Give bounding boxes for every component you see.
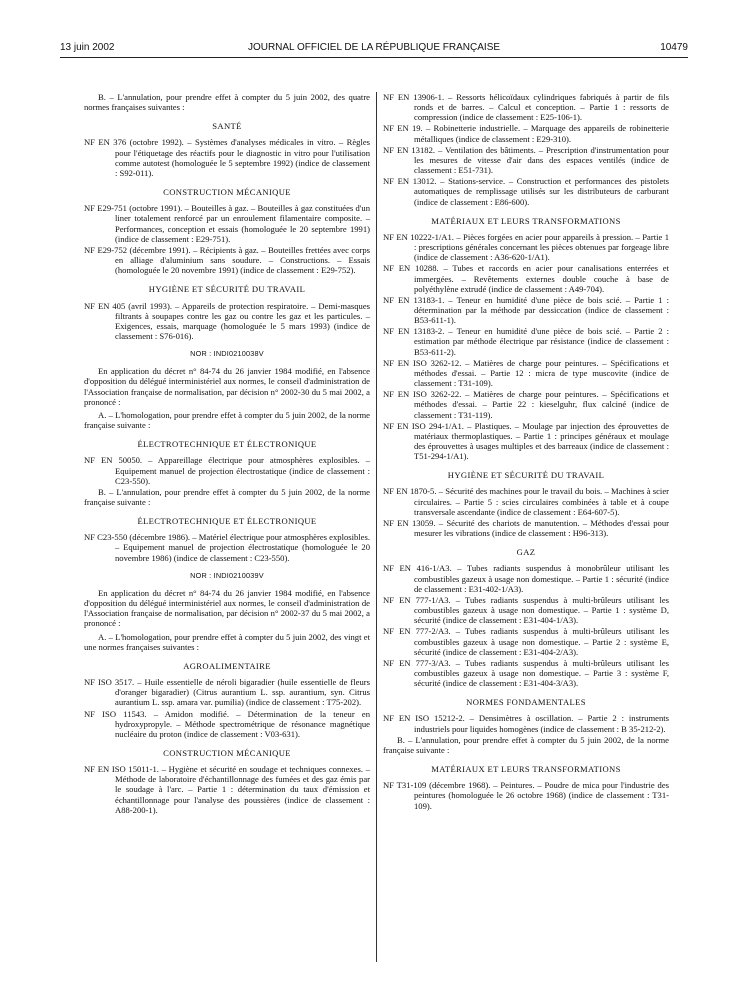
standard-entry: NF ISO 11543. – Amidon modifié. – Détermination de la teneur en hydroxypropyle. – Méthode spectrométrique de résonance magnétique nucléaire du proton (indice de classement : V03-631).: [84, 708, 370, 739]
standard-entry: NF EN 13183-2. – Teneur en humidité d'une pièce de bois scié. – Partie 2 : estimation par méthode électrique par résistance (indice de classement : B53-611-2).: [383, 326, 669, 357]
nor-reference: NOR : INDI0210039V: [190, 570, 264, 580]
standard-entry: NF EN 10222-1/A1. – Pièces forgées en acier pour appareils à pression. – Partie 1 : prescriptions générales concernant les pièces obtenues par forgeage libre (indice de classement : A36-620-1/A1).: [383, 231, 669, 263]
standard-entry: NF T31-109 (décembre 1968). – Peintures. – Poudre de mica pour l'industrie des peintures (homologuée le 26 octobre 1968) (indice de classement : T31-109).: [383, 780, 669, 811]
section-heading: MATÉRIAUX ET LEURS TRANSFORMATIONS: [431, 764, 621, 775]
standard-entry: NF E29-751 (octobre 1991). – Bouteilles à gaz. – Bouteilles à gaz constituées d'un liner totalement renforcé par un enroulement filamentaire composite. – Performances, conception et essais (homologuée le 20 septembre 1991) (indice de classement : E29-751).: [84, 203, 370, 244]
body-paragraph: B. – L'annulation, pour prendre effet à compter du 5 juin 2002, de la norme française suivante :: [84, 486, 370, 507]
header-rule: [60, 57, 688, 58]
standard-entry: NF EN 13182. – Ventilation des bâtiments. – Prescription d'instrumentation pour les mesures de vitesse d'air dans des espaces ventilés (indice de classement : E51-731).: [383, 144, 669, 176]
section-heading: CONSTRUCTION MÉCANIQUE: [163, 187, 291, 198]
body-paragraph: A. – L'homologation, pour prendre effet à compter du 5 juin 2002, de la norme française suivante :: [84, 409, 370, 431]
standard-entry: NF EN 13906-1. – Ressorts hélicoïdaux cylindriques fabriqués à partir de fils ronds et de barres. – Calcul et conception. – Partie 1 : ressorts de compression (indice de classement : E25-106-1).: [383, 92, 669, 123]
standard-entry: NF C23-550 (décembre 1986). – Matériel électrique pour atmosphères explosibles. – Equipement manuel de projection électrostatique (homologuée le 20 novembre 1986) (indice de classement : C23-550).: [84, 532, 370, 563]
standard-entry: NF EN 1870-5. – Sécurité des machines pour le travail du bois. – Machines à scier circulaires. – Partie 5 : scies circulaires combinées à table et à coupe transversale ascendante (indice de classement : E64-607-5).: [383, 486, 669, 517]
standard-entry: NF EN 777-1/A3. – Tubes radiants suspendus à multi-brûleurs utilisant les combustibles gazeux à usage non domestique. – Partie 1 : système D, sécurité (indice de classement : E31-404-1/A3).: [383, 594, 669, 626]
standard-entry: NF EN 50050. – Appareillage électrique pour atmosphères explosibles. – Equipement manuel de projection électrostatique (indice de classement : C23-550).: [84, 455, 370, 486]
section-heading: GAZ: [516, 547, 536, 558]
nor-reference: NOR : INDI0210038V: [190, 349, 264, 359]
section-heading: ÉLECTROTECHNIQUE ET ÉLECTRONIQUE: [137, 439, 317, 450]
body-paragraph: En application du décret n° 84-74 du 26 janvier 1984 modifié, en l'absence d'opposition du délégué interministériel aux normes, le conseil d'administration de l'Association française de normalisation, par décision n° 2002-30 du 5 mai 2002, a prononcé :: [84, 366, 370, 407]
standard-entry: NF EN 777-2/A3. – Tubes radiants suspendus à multi-brûleurs utilisant les combustibles gazeux à usage non domestique. – Partie 2 : système E, sécurité (indice de classement : E31-404-2/A3).: [383, 626, 669, 657]
standard-entry: NF EN 405 (avril 1993). – Appareils de protection respiratoire. – Demi-masques filtrants à soupapes contre les gaz ou contre les gaz et les particules. – Exigences, essais, marquage (homologuée le 5 mars 1993) (indice de classement : S76-016).: [84, 300, 370, 341]
body-paragraph: B. – L'annulation, pour prendre effet à compter du 5 juin 2002, de la norme française suivante :: [383, 734, 669, 755]
standard-entry: NF EN 777-3/A3. – Tubes radiants suspendus à multi-brûleurs utilisant les combustibles gazeux à usage non domestique. – Partie 3 : système F, sécurité (indice de classement : E31-404-3/A3).: [383, 657, 669, 689]
standard-entry: NF ISO 3517. – Huile essentielle de néroli bigaradier (huile essentielle de fleurs d'oranger bigaradier) (Citrus aurantium L. ssp. aurantium, syn. Citrus aurantium L. ssp. amara var. pumilia) (indice de classement : T75-202).: [84, 677, 370, 708]
section-heading: SANTÉ: [212, 121, 242, 132]
column-divider: [376, 92, 377, 962]
standard-entry: NF EN 376 (octobre 1992). – Systèmes d'analyses médicales in vitro. – Règles pour l'étiquetage des réactifs pour le diagnostic in vitro pour l'utilisation comme autotest (homologuée le 5 septembre 1992) (indice de classement : S92-011).: [84, 137, 370, 178]
standard-entry: NF EN ISO 294-1/A1. – Plastiques. – Moulage par injection des éprouvettes de matériaux thermoplastiques. – Partie 1 : principes généraux et moulage des éprouvettes à usages multiples et des barreaux (indice de classement : T51-294-1/A1).: [383, 420, 669, 462]
standard-entry: NF EN ISO 3262-22. – Matières de charge pour peintures. – Spécifications et méthodes d'essai. – Partie 22 : kieselguhr, flux calciné (indice de classement : T31-119).: [383, 389, 669, 420]
standard-entry: NF EN 13012. – Stations-service. – Construction et performances des pistolets automatiques de remplissage utilisés sur les distributeurs de carburant (indice de classement : E86-600).: [383, 176, 669, 207]
left-column: [84, 92, 370, 816]
page-header: [60, 42, 688, 56]
standard-entry: NF EN 10288. – Tubes et raccords en acier pour canalisations enterrées et immergées. – Revêtements externes double couche à base de polyéthylène extrudé (indice de classement : A49-704).: [383, 263, 669, 294]
body-paragraph: B. – L'annulation, pour prendre effet à compter du 5 juin 2002, des quatre normes françaises suivantes :: [84, 92, 370, 113]
standard-entry: NF EN 13183-1. – Teneur en humidité d'une pièce de bois scié. – Partie 1 : détermination par la méthode par dessiccation (indice de classement : B53-611-1).: [383, 294, 669, 326]
standard-entry: NF EN ISO 3262-12. – Matières de charge pour peintures. – Spécifications et méthodes d'essai. – Partie 12 : micra de type muscovite (indice de classement : T31-109).: [383, 357, 669, 389]
header-page-number: 10479: [660, 42, 688, 53]
section-heading: HYGIÈNE ET SÉCURITÉ DU TRAVAIL: [447, 470, 605, 481]
body-paragraph: En application du décret n° 84-74 du 26 janvier 1984 modifié, en l'absence d'opposition du délégué interministériel aux normes, le conseil d'administration de l'Association française de normalisation, par décision n° 2002-37 du 5 mai 2002, a prononcé :: [84, 587, 370, 629]
right-column: [383, 92, 669, 812]
section-heading: CONSTRUCTION MÉCANIQUE: [163, 747, 291, 758]
standard-entry: NF E29-752 (décembre 1991). – Récipients à gaz. – Bouteilles frettées avec corps en alliage d'aluminium sans soudure. – Constructions. – Essais (homologuée le 20 novembre 1991) (indice de classement : E29-752).: [84, 244, 370, 276]
standard-entry: NF EN 416-1/A3. – Tubes radiants suspendus à monobrûleur utilisant les combustibles gazeux à usage non domestique. – Partie 1 : sécurité (indice de classement : E31-402-1/A3).: [383, 563, 669, 594]
section-heading: AGROALIMENTAIRE: [183, 660, 271, 671]
body-paragraph: A. – L'homologation, pour prendre effet à compter du 5 juin 2002, des vingt et une normes françaises suivantes :: [84, 631, 370, 652]
header-title: JOURNAL OFFICIEL DE LA RÉPUBLIQUE FRANÇAISE: [247, 42, 501, 53]
header-date: 13 juin 2002: [60, 42, 115, 53]
section-heading: NORMES FONDAMENTALES: [466, 697, 586, 708]
section-heading: MATÉRIAUX ET LEURS TRANSFORMATIONS: [431, 215, 621, 226]
standard-entry: NF EN ISO 15011-1. – Hygiène et sécurité en soudage et techniques connexes. – Méthode de laboratoire d'échantillonnage des fumées et des gaz émis par le soudage à l'arc. – Partie 1 : détermination du taux d'émission et échantillonnage pour l'analyse des poussières (indice de classement : A88-200-1).: [84, 764, 370, 815]
section-heading: ÉLECTROTECHNIQUE ET ÉLECTRONIQUE: [137, 516, 317, 527]
standard-entry: NF EN 19. – Robinetterie industrielle. – Marquage des appareils de robinetterie métalliques (indice de classement : E29-310).: [383, 123, 669, 144]
standard-entry: NF EN 13059. – Sécurité des chariots de manutention. – Méthodes d'essai pour mesurer les vibrations (indice de classement : H96-313).: [383, 517, 669, 539]
standard-entry: NF EN ISO 15212-2. – Densimètres à oscillation. – Partie 2 : instruments industriels pour liquides homogènes (indice de classement : B 35-212-2).: [383, 713, 669, 734]
section-heading: HYGIÈNE ET SÉCURITÉ DU TRAVAIL: [148, 284, 306, 295]
